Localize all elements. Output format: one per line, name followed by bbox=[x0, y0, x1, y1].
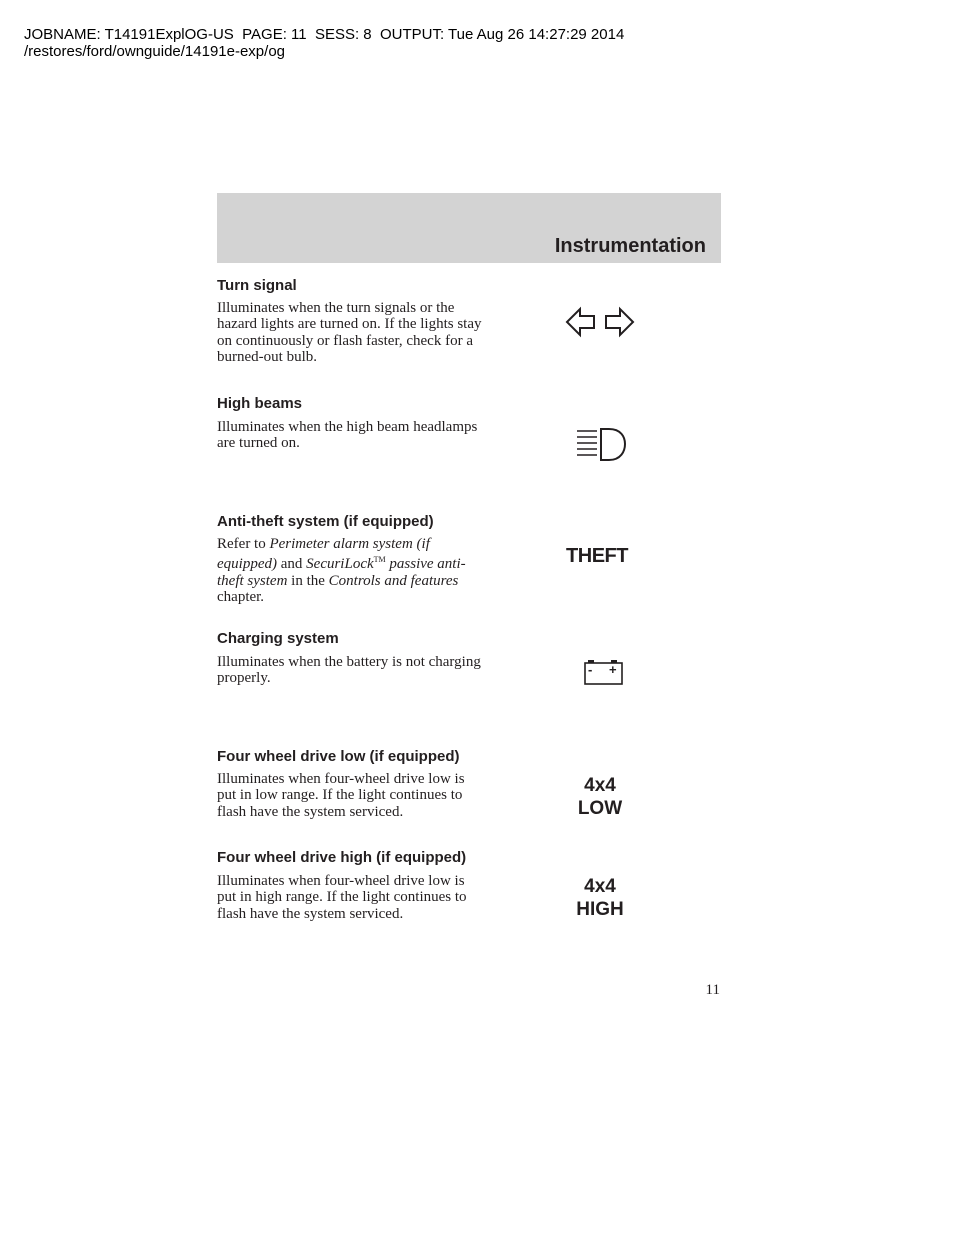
high-beams-body: Illuminates when the high beam headlamps are turned on. bbox=[217, 419, 478, 452]
high-beam-icon bbox=[575, 427, 629, 463]
securilock-reference: SecuriLock bbox=[306, 556, 374, 573]
section-banner bbox=[217, 193, 721, 263]
perimeter-alarm-reference: Perimeter alarm system (if equipped) bbox=[217, 536, 430, 573]
controls-features-reference: Controls and features bbox=[328, 572, 459, 589]
turn-signal-heading: Turn signal bbox=[217, 277, 297, 294]
anti-theft-heading: Anti-theft system (if equipped) bbox=[217, 513, 434, 530]
four-wheel-low-icon bbox=[560, 774, 640, 820]
battery-plus-label: + bbox=[609, 662, 617, 677]
turn-signal-body: Illuminates when the turn signals or the hazard lights are turned on. If the lights stay on continuously or flash faster, check for a burned-out bulb. bbox=[217, 300, 482, 366]
four-wheel-high-icon-line1: 4x4 bbox=[584, 876, 616, 897]
turn-signal-arrows-icon bbox=[565, 306, 635, 340]
four-wheel-high-body: Illuminates when four-wheel drive low is put in high range. If the light continues to flash have the system serviced. bbox=[217, 873, 467, 922]
theft-indicator-icon: THEFT bbox=[566, 545, 628, 567]
section-title: Instrumentation bbox=[554, 235, 706, 257]
high-beams-heading: High beams bbox=[217, 395, 303, 412]
anti-theft-body-part: chapter. bbox=[217, 589, 265, 606]
charging-system-heading: Charging system bbox=[217, 630, 339, 647]
four-wheel-low-icon-line1: 4x4 bbox=[584, 775, 616, 796]
trademark-mark: TM bbox=[373, 555, 386, 565]
anti-theft-body bbox=[217, 536, 482, 606]
anti-theft-body-part: in the bbox=[287, 572, 329, 589]
four-wheel-low-body: Illuminates when four-wheel drive low is put in low range. If the light continues to flash have the system serviced. bbox=[217, 771, 465, 820]
passive-anti-theft-reference: passive anti-theft system bbox=[217, 556, 466, 589]
four-wheel-low-icon-line2: LOW bbox=[577, 798, 623, 819]
four-wheel-high-icon-line2: HIGH bbox=[576, 899, 624, 920]
four-wheel-high-icon bbox=[560, 875, 640, 921]
battery-icon bbox=[584, 658, 624, 686]
charging-system-body: Illuminates when the battery is not charging properly. bbox=[217, 654, 481, 687]
anti-theft-body-part: Refer to bbox=[217, 536, 270, 552]
battery-minus-label: - bbox=[588, 662, 593, 677]
four-wheel-low-heading: Four wheel drive low (if equipped) bbox=[217, 748, 460, 765]
job-header-line1: JOBNAME: T14191ExplOG-US PAGE: 11 SESS: 8 OUTPUT: Tue Aug 26 14:27:29 2014 bbox=[24, 26, 625, 43]
page-number: 11 bbox=[705, 982, 720, 998]
four-wheel-high-heading: Four wheel drive high (if equipped) bbox=[217, 849, 467, 866]
anti-theft-body-part: and bbox=[276, 556, 307, 573]
job-header bbox=[24, 26, 624, 60]
job-header-line2: /restores/ford/ownguide/14191e-exp/og bbox=[24, 43, 286, 60]
